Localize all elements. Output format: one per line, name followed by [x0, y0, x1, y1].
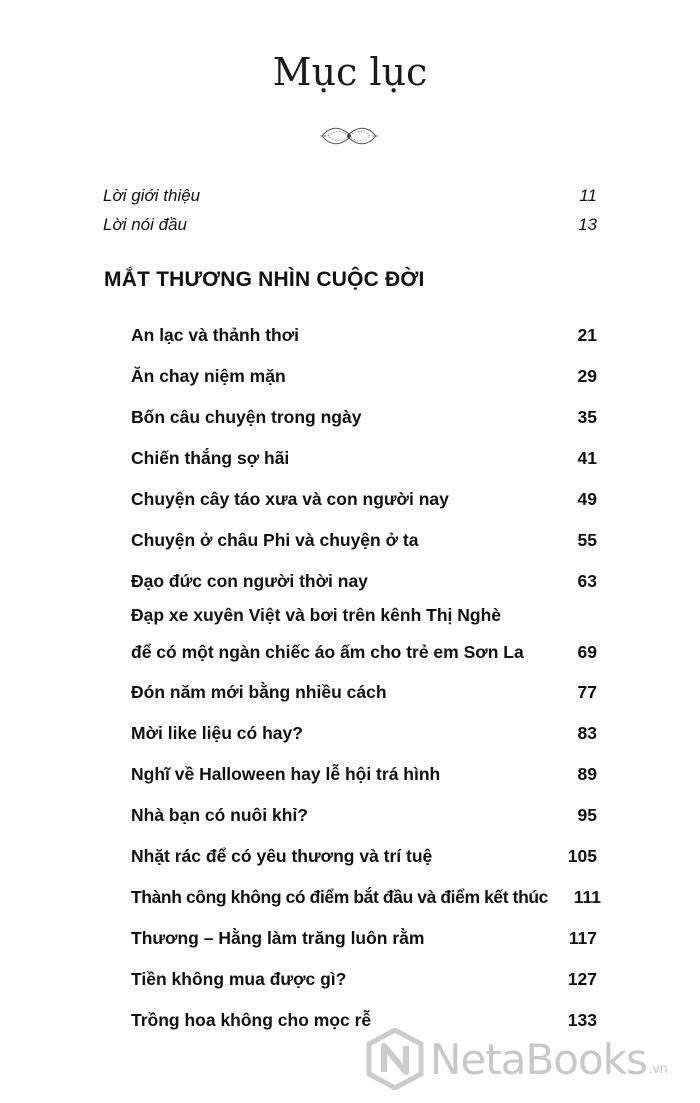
toc-entry-title: Nhà bạn có nuôi khỉ?	[131, 805, 308, 825]
toc-entry-title: Chuyện ở châu Phi và chuyện ở ta	[131, 530, 419, 550]
toc-entry-page: 83	[577, 723, 597, 743]
toc-entry-page: 89	[577, 764, 597, 784]
toc-entry-title: An lạc và thảnh thơi	[131, 325, 300, 345]
toc-entry[interactable]	[131, 838, 597, 875]
toc-entry-page: 95	[577, 805, 597, 825]
toc-entry[interactable]	[131, 399, 597, 436]
toc-entry-title: Đạo đức con người thời nay	[131, 571, 368, 591]
ornament-divider-icon	[318, 118, 380, 154]
toc-entry[interactable]	[131, 522, 597, 559]
front-matter-label: Lời giới thiệu	[103, 186, 201, 205]
toc-entry-page: 77	[577, 682, 597, 702]
toc-entry-page: 41	[577, 448, 597, 468]
toc-entry-page: 127	[567, 969, 597, 989]
toc-entry[interactable]	[131, 715, 597, 752]
toc-entry-title: Chuyện cây táo xưa và con người nay	[131, 489, 449, 509]
section-heading: MẮT THƯƠNG NHÌN CUỘC ĐỜI	[104, 268, 425, 291]
toc-entry-page: 29	[577, 366, 597, 386]
toc-entry[interactable]	[131, 879, 601, 916]
toc-entry-title: Mời like liệu có hay?	[131, 723, 303, 743]
toc-entry[interactable]	[131, 358, 597, 395]
toc-entry-title: Ăn chay niệm mặn	[131, 366, 286, 386]
watermark-brand: NetaBooks	[430, 1034, 647, 1084]
toc-entry-page: 35	[577, 407, 597, 427]
toc-entry-title: Chiến thắng sợ hãi	[131, 448, 290, 468]
toc-entry-title: Nhặt rác để có yêu thương và trí tuệ	[131, 846, 433, 866]
toc-entry-page: 21	[577, 325, 597, 345]
toc-entry-title: Thành công không có điểm bắt đầu và điểm kết thúc	[131, 887, 548, 907]
watermark-suffix: .vn	[648, 1060, 668, 1076]
toc-entry-page: 105	[567, 846, 597, 866]
toc-entry[interactable]	[131, 317, 597, 354]
netabooks-logo-icon	[366, 1028, 424, 1090]
toc-entry-title: Bốn câu chuyện trong ngày	[131, 407, 362, 427]
toc-entry[interactable]	[131, 597, 597, 671]
toc-entry-page: 133	[567, 1010, 597, 1030]
front-matter-label: Lời nói đầu	[103, 215, 188, 234]
toc-entry-title: Đạp xe xuyên Việt và bơi trên kênh Thị Nghè	[131, 605, 501, 625]
toc-entry[interactable]	[131, 961, 597, 998]
front-matter-item[interactable]	[103, 215, 597, 235]
toc-entry[interactable]	[131, 797, 597, 834]
front-matter-item[interactable]	[103, 186, 597, 206]
watermark	[366, 1024, 696, 1094]
toc-entry[interactable]	[131, 920, 597, 957]
toc-entry-title: Trồng hoa không cho mọc rễ	[131, 1010, 372, 1030]
page-title: Mục lục	[272, 50, 428, 94]
toc-entry-page: 117	[568, 928, 597, 948]
toc-entry[interactable]	[131, 756, 597, 793]
toc-entry-page: 49	[577, 489, 597, 509]
toc-entry-title: Tiền không mua được gì?	[131, 969, 347, 989]
toc-entry[interactable]	[131, 674, 597, 711]
toc-entry-title: Đón năm mới bằng nhiều cách	[131, 682, 387, 702]
toc-entry[interactable]	[131, 563, 597, 600]
toc-entry-page: 63	[577, 571, 597, 591]
toc-entry[interactable]	[131, 440, 597, 477]
toc-entry-title: Thương – Hằng làm trăng luôn rằm	[131, 928, 425, 948]
front-matter-page: 11	[579, 186, 597, 205]
toc-entry-title: Nghĩ về Halloween hay lễ hội trá hình	[131, 764, 441, 784]
toc-entry-page: 111	[573, 887, 601, 907]
toc-entry[interactable]	[131, 481, 597, 518]
front-matter-page: 13	[578, 215, 597, 234]
toc-entry-title: để có một ngàn chiếc áo ấm cho trẻ em Sơn La	[131, 642, 524, 662]
toc-entry-page: 69	[577, 642, 597, 662]
toc-entry-page: 55	[577, 530, 597, 550]
